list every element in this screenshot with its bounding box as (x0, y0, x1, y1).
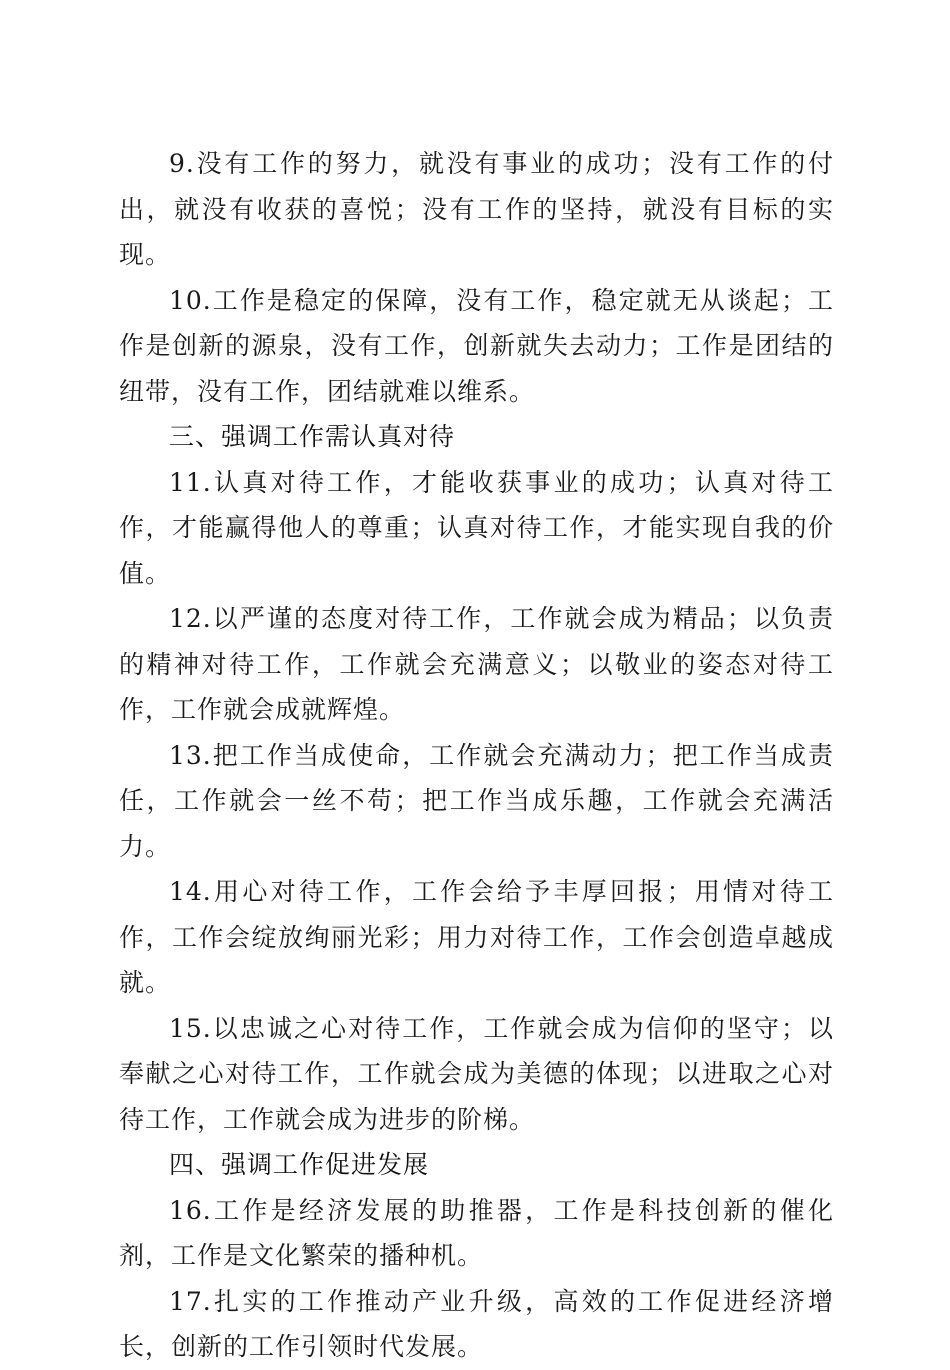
paragraph-13: 13.把工作当成使命，工作就会充满动力；把工作当成责任，工作就会一丝不苟；把工作当成乐趣，工作就会充满活力。 (119, 740, 834, 861)
paragraph-14: 14.用心对待工作，工作会给予丰厚回报；用情对待工作，工作会绽放绚丽光彩；用力对待工作，工作会创造卓越成就。 (119, 877, 834, 997)
paragraph-12: 12.以严谨的态度对待工作，工作就会成为精品；以负责的精神对待工作，工作就会充满意义；以敬业的姿态对待工作，工作就会成就辉煌。 (119, 604, 834, 724)
paragraph-17: 17.扎实的工作推动产业升级，高效的工作促进经济增长，创新的工作引领时代发展。 (119, 1286, 834, 1361)
section-heading-4: 四、强调工作促进发展 (169, 1150, 430, 1179)
document-body (119, 141, 834, 1370)
paragraph-10: 10.工作是稳定的保障，没有工作，稳定就无从谈起；工作是创新的源泉，没有工作，创新就失去动力；工作是团结的纽带，没有工作，团结就难以维系。 (119, 285, 834, 406)
section-heading-3: 三、强调工作需认真对待 (169, 422, 456, 451)
paragraph-15: 15.以忠诚之心对待工作，工作就会成为信仰的坚守；以奉献之心对待工作，工作就会成为美德的体现；以进取之心对待工作，工作就会成为进步的阶梯。 (119, 1013, 834, 1134)
paragraph-9: 9.没有工作的努力，就没有事业的成功；没有工作的付出，就没有收获的喜悦；没有工作的坚持，就没有目标的实现。 (119, 149, 834, 269)
paragraph-11: 11.认真对待工作，才能收获事业的成功；认真对待工作，才能赢得他人的尊重；认真对待工作，才能实现自我的价值。 (119, 467, 834, 588)
paragraph-16: 16.工作是经济发展的助推器，工作是科技创新的催化剂，工作是文化繁荣的播种机。 (119, 1195, 834, 1270)
